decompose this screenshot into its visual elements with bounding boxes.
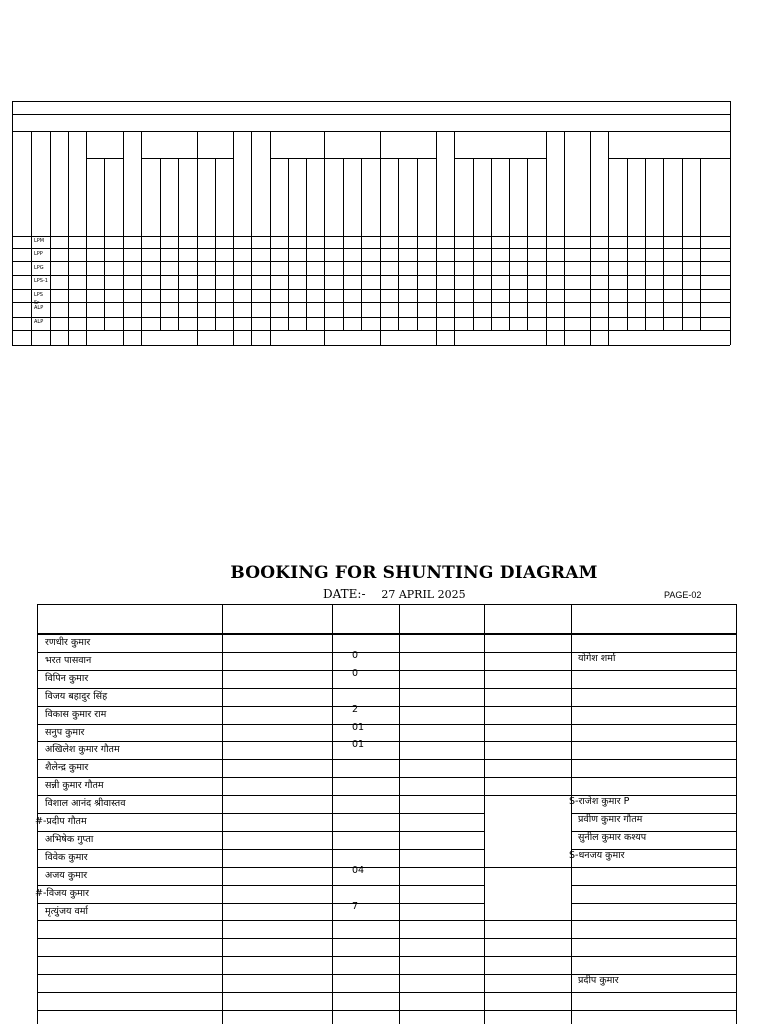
grid-line [491,158,492,330]
table-line [37,831,484,832]
table-row-name: अखिलेश कुमार गौतम [45,744,120,755]
grid-line [12,275,730,276]
grid-line [454,158,546,159]
grid-line [564,131,565,345]
table-line [571,885,737,886]
grid-line [546,131,547,345]
grid-line [288,158,289,330]
grid-line [324,131,325,345]
table-line [37,813,484,814]
grid-line [178,158,179,330]
grid-line [417,158,418,330]
table-line [37,777,737,778]
grid-line [608,158,730,159]
table-row-value: 04 [352,865,365,876]
grid-line [398,158,399,330]
grid-row-label: Sr ALP [34,300,44,311]
table-line [37,652,737,653]
grid-line [50,131,51,345]
table-row-name: विजय बहादुर सिंह [45,691,108,702]
grid-line [270,131,271,345]
grid-line [306,158,307,330]
table-line [37,956,737,957]
table-row-value: 01 [352,722,365,733]
table-line [37,706,737,707]
date-line [323,587,466,601]
table-line [37,867,737,868]
table-line [37,604,737,605]
table-line [571,903,737,904]
grid-line [31,131,32,345]
grid-line [343,158,344,330]
grid-line [627,158,628,330]
table-row-name: #-विजय कुमार [35,888,90,899]
table-line [37,920,737,921]
table-row-name: मृत्युंजय वर्मा [45,906,88,917]
table-line [37,903,484,904]
table-row-right: प्रवीण कुमार गौतम [578,814,643,825]
table-line [37,670,737,671]
grid-line [645,158,646,330]
table-row-right: योगेश शर्मा [578,653,616,664]
grid-line [473,158,474,330]
table-row-right: S-राजेश कुमार P [569,796,630,807]
grid-row-label: ALP [34,319,44,325]
grid-line [141,158,233,159]
grid-line [361,158,362,330]
grid-line [12,289,730,290]
grid-line [590,131,591,345]
table-line [736,604,737,1024]
table-line [37,688,737,689]
date-value: 27 APRIL 2025 [381,588,466,601]
grid-line [12,131,730,132]
grid-line [123,131,124,345]
booking-table [37,604,737,1024]
page-number: PAGE-02 [664,590,702,600]
table-row-name: अभिषेक गुप्ता [45,834,94,845]
table-line [37,974,737,975]
grid-line [730,101,731,345]
grid-line [233,131,234,345]
table-line [37,938,737,939]
table-line [484,604,485,1024]
grid-line [454,131,455,345]
page-title: BOOKING FOR SHUNTING DIAGRAM [230,563,598,583]
table-row-right: प्रदीप कुमार [578,975,619,986]
grid-line [86,158,123,159]
table-row-value: 01 [352,739,365,750]
table-row-name: विपिन कुमार [45,673,89,684]
grid-line [197,131,198,345]
grid-line [12,302,730,303]
grid-line [663,158,664,330]
table-line [332,604,333,1024]
grid-line [215,158,216,330]
table-row-name: विशाल आनंद श्रीवास्तव [45,798,126,809]
grid-line [86,131,87,345]
table-row-value: 0 [352,650,359,661]
grid-line [527,158,528,330]
table-line [37,741,737,742]
table-row-value: 2 [352,704,359,715]
table-line [37,795,737,796]
table-row-name: विकास कुमार राम [45,709,107,720]
table-line [399,604,400,1024]
table-line [37,849,484,850]
grid-row-label: LPS [34,292,43,298]
grid-row-label: LPP [34,251,43,257]
table-row-name: रणधीर कुमार [45,637,91,648]
grid-line [682,158,683,330]
grid-line [104,158,105,330]
table-row-name: अजय कुमार [45,870,88,881]
grid-line [509,158,510,330]
table-row-name: विवेक कुमार [45,852,88,863]
table-line [37,634,737,635]
grid-line [436,131,437,345]
table-row-value: 0 [352,668,359,679]
grid-line [12,114,730,115]
table-line [37,992,737,993]
table-line [37,604,38,1024]
grid-line [12,236,730,237]
table-row-value: 7 [352,901,359,912]
grid-line [12,330,730,331]
table-row-name: भरत पासवान [45,655,92,666]
grid-row-label: LPS-1 [34,278,48,284]
grid-line [608,131,609,345]
table-line [37,1010,737,1011]
grid-line [12,261,730,262]
grid-line [700,158,701,330]
grid-line [68,131,69,345]
top-grid-table [0,0,768,360]
table-line [37,885,484,886]
date-label: DATE:- [323,587,366,601]
table-line [571,604,572,1024]
table-row-name: सन्नी कुमार गौतम [45,780,104,791]
table-line [222,604,223,1024]
table-row-right: सुनील कुमार कश्यप [578,832,647,843]
table-line [37,724,737,725]
grid-row-label: LPG [34,265,44,271]
grid-row-label: LPM [34,238,45,244]
table-row-right: S-धनजय कुमार [569,850,625,861]
table-row-name: शैलेन्द्र कुमार [45,762,89,773]
grid-line [12,101,13,345]
table-line [37,759,737,760]
grid-line [12,345,730,346]
grid-line [12,317,730,318]
grid-line [12,101,730,102]
grid-line [160,158,161,330]
grid-line [380,131,381,345]
grid-line [12,248,730,249]
grid-line [251,131,252,345]
table-row-name: सनुप कुमार [45,727,85,738]
grid-line [141,131,142,345]
table-row-name: #-प्रदीप गौतम [35,816,87,827]
grid-line [270,158,436,159]
